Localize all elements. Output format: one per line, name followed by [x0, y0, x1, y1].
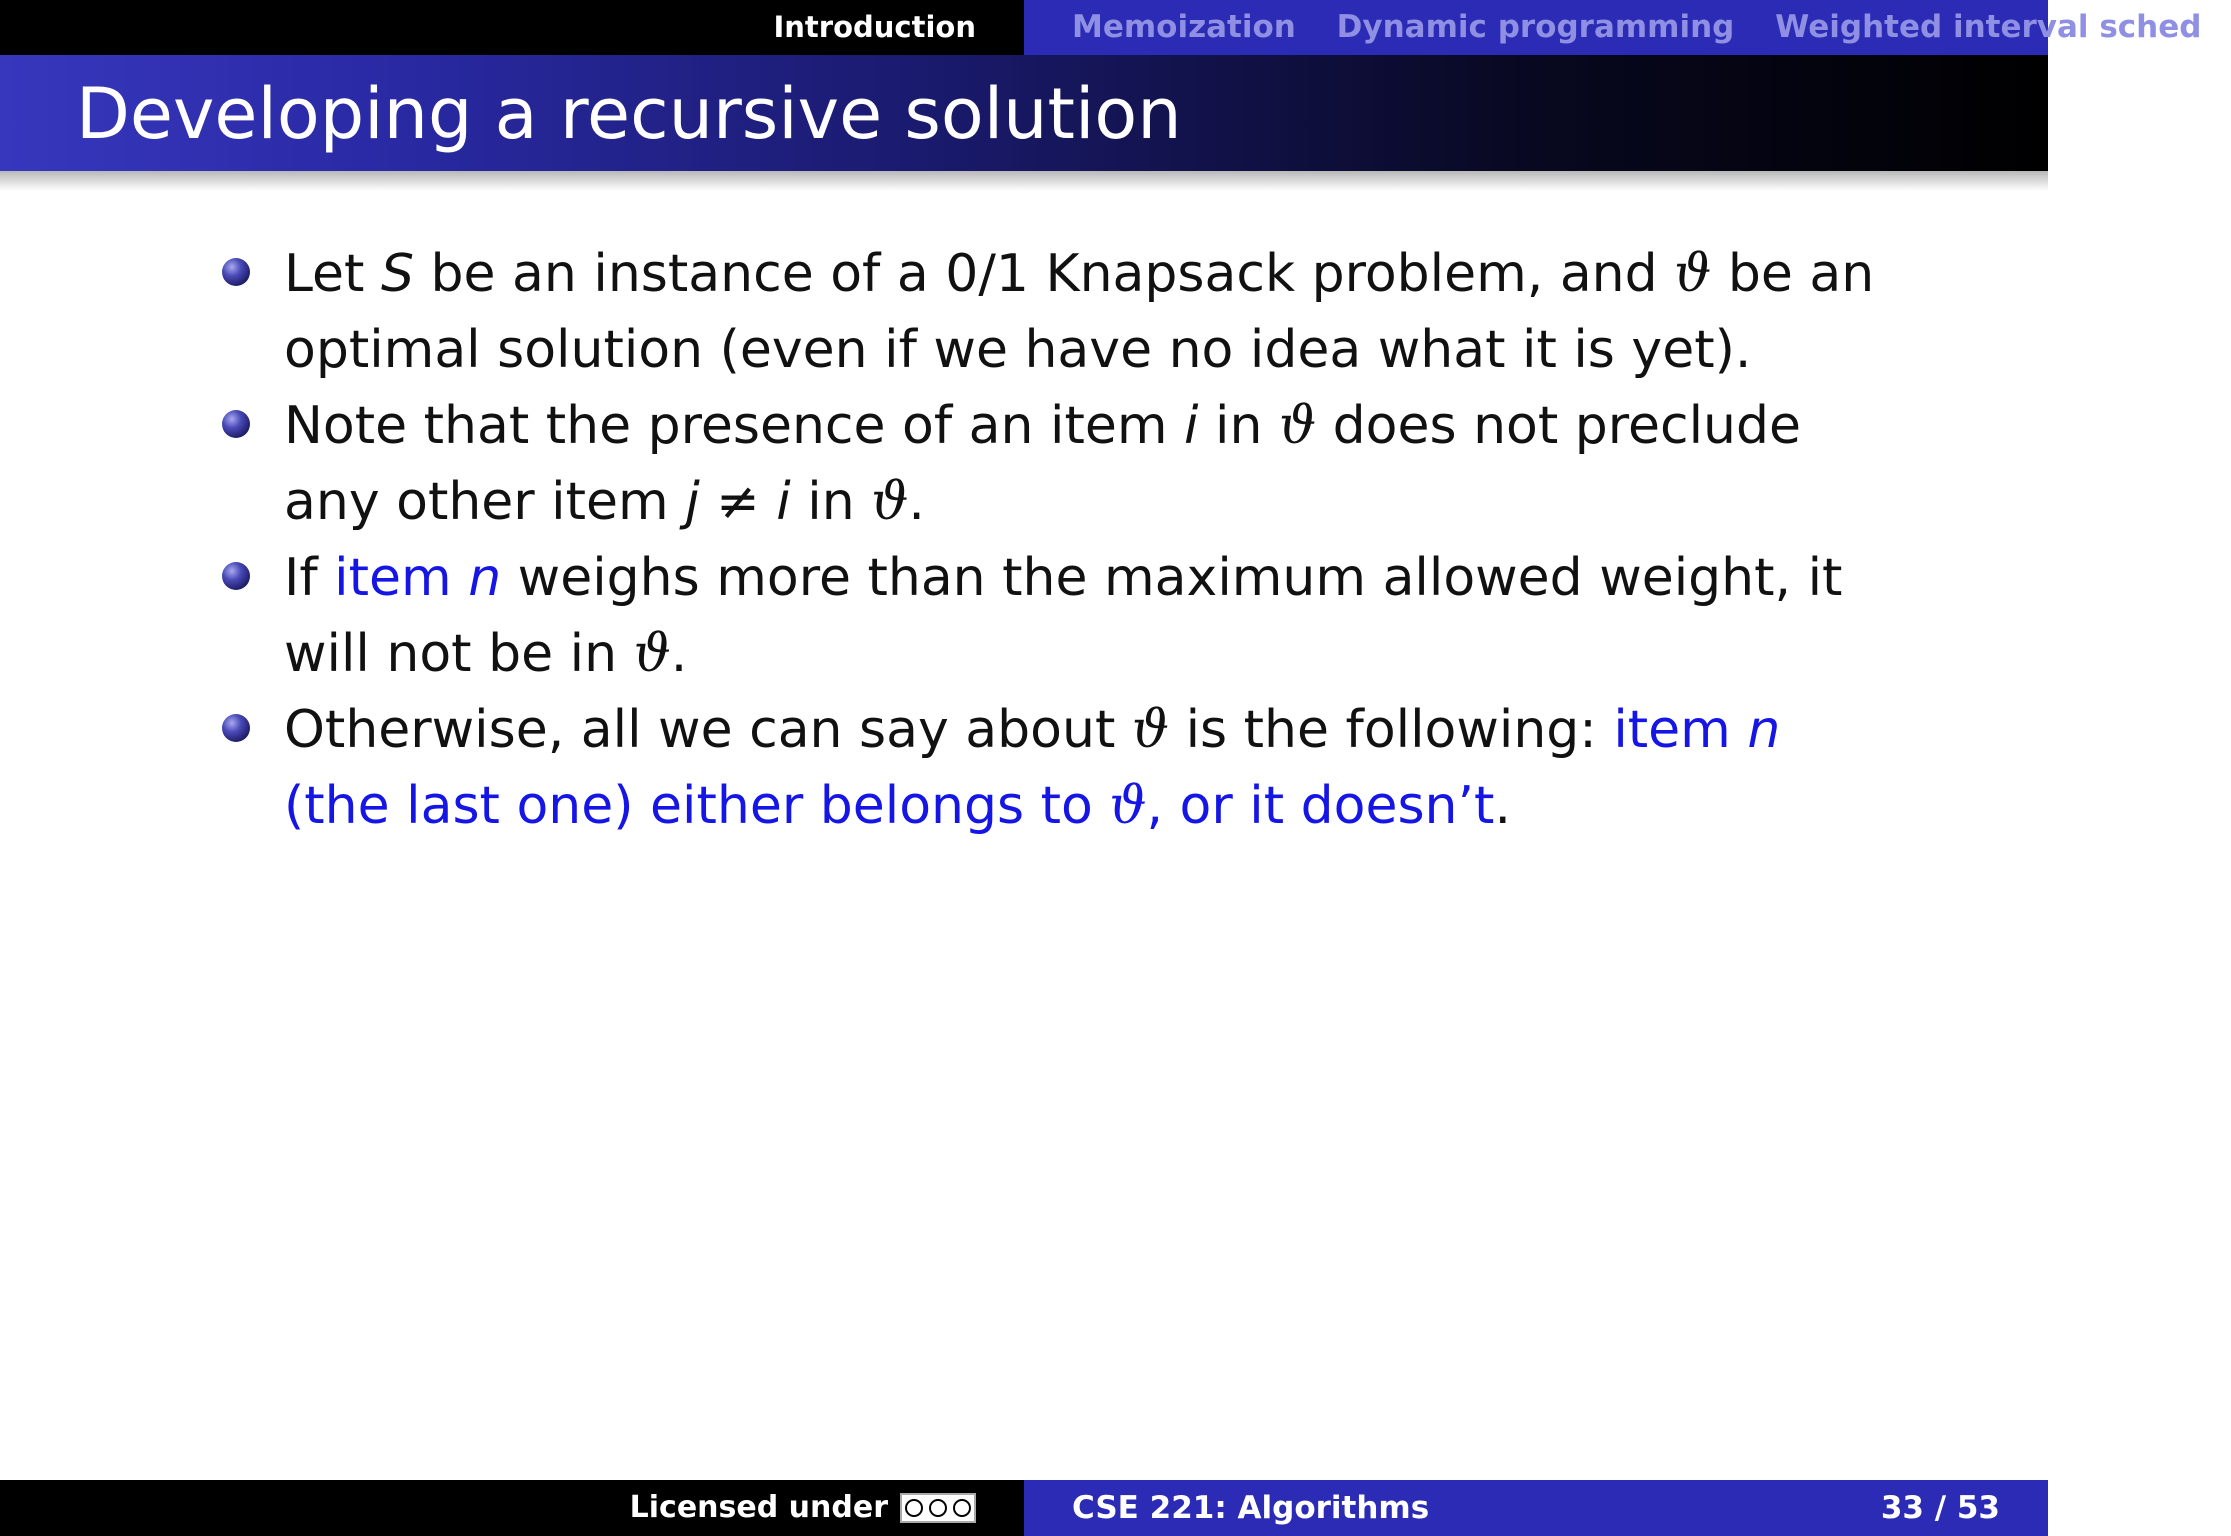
page-number: 33 / 53	[1880, 1490, 2000, 1526]
bullet-icon	[222, 410, 250, 438]
math-var: ϑ	[1278, 396, 1317, 456]
footer-left-panel	[0, 1480, 1024, 1536]
nav-right-panel	[1024, 0, 2202, 55]
bullet-item: Note that the presence of an item i in ϑ does not preclude any other item j ≠ i in ϑ.	[222, 388, 1902, 540]
highlight-math-var: n	[1747, 700, 1781, 760]
slide-footer	[0, 1480, 2048, 1536]
slide-title-bar	[0, 55, 2048, 171]
bullet-icon	[222, 258, 250, 286]
math-var: i	[1184, 396, 1199, 456]
slide-title: Developing a recursive solution	[76, 73, 1182, 155]
course-title: CSE 221: Algorithms	[1072, 1490, 1430, 1526]
bullet-item: If item n weighs more than the maximum allowed weight, it will not be in ϑ.	[222, 540, 1902, 692]
highlight-math-var: n	[468, 548, 502, 608]
cc-by-nc-sa-icon[interactable]	[900, 1493, 976, 1523]
math-var: ϑ	[633, 624, 671, 684]
highlight-text: (the last one) either belongs to	[284, 776, 1110, 836]
math-expression: j ≠ i	[685, 472, 791, 532]
highlight-text: item	[334, 548, 469, 608]
nav-section-list	[1072, 0, 2231, 55]
bullet-icon	[222, 562, 250, 590]
license-note	[630, 1480, 976, 1536]
highlight-text: , or it doesn’t	[1146, 776, 1495, 836]
section-navigation-bar	[0, 0, 2202, 55]
footer-right-panel	[1024, 1480, 2048, 1536]
bullet-item: Let S be an instance of a 0/1 Knapsack problem, and ϑ be an optimal solution (even if we have no idea what it is yet).	[222, 236, 1902, 388]
bullet-icon	[222, 714, 250, 742]
math-var: ϑ	[1674, 244, 1712, 304]
math-var: ϑ	[1131, 700, 1170, 760]
highlight-math-var: ϑ	[1109, 776, 1147, 836]
nav-section-memoization[interactable]: Memoization	[1072, 9, 1296, 45]
bullet-list	[222, 236, 1902, 844]
nav-current-section[interactable]: Introduction	[773, 10, 976, 44]
bullet-item: Otherwise, all we can say about ϑ is the following: item n (the last one) either belongs to ϑ, or it doesn’t.	[222, 692, 1902, 844]
math-var: S	[380, 244, 414, 304]
nav-left-panel	[0, 0, 1024, 55]
highlight-text: item	[1613, 700, 1748, 760]
title-shadow	[0, 171, 2048, 191]
nav-section-dynamic-programming[interactable]: Dynamic programming	[1336, 9, 1735, 45]
license-label: Licensed under	[629, 1490, 888, 1525]
math-var: ϑ	[871, 472, 909, 532]
nav-section-weighted-interval[interactable]: Weighted interval sched	[1775, 9, 2202, 45]
